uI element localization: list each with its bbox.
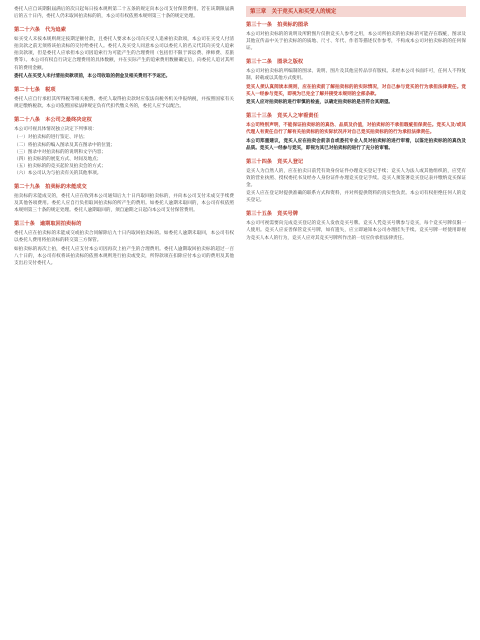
list-item: （二）将拍卖标的编入图录及其在图录中的位置；: [14, 142, 116, 148]
section-31: [246, 21, 466, 52]
section-paragraph: 本公司对拍卖标的的说明及所附图片仅供竞买人参考之用，本公司所拍卖的拍卖标的可能存在瑕疵，图录及其他宣传品中关于拍卖标的的质地、尺寸、年代、作者等描述仅作参考，不构成本公司对拍卖标的的任何保证。: [246, 32, 466, 52]
section-26: [14, 26, 234, 80]
list-item: （四）拍卖标的的展览方式、时间及地点；: [14, 156, 102, 162]
section-35: [246, 210, 466, 241]
section-paragraph: 委托人应自行承担其所得税等相关税费。委托人取得拍卖款时应依法向税务机关申报纳税，并按照国家有关规定缴纳税款。本公司依照国家法律规定负有代扣代缴义务的，委托人应予以配合。: [14, 96, 234, 110]
section-title: 第二十九条 拍卖标的未能成交: [14, 183, 87, 190]
section-title: 第二十八条 本公司之最终决定权: [14, 117, 92, 124]
section-title: 第三十一条 拍卖标的图录: [246, 22, 309, 28]
section-title: 第三十四条 竞买人登记: [246, 158, 304, 165]
right-column: [246, 6, 466, 640]
section-paragraph: 本公司对拍卖标的所编制的图录、说明、图片及其他宣传品享有版权。未经本公司书面许可，任何人不得复制、转载或以其他方式使用。: [246, 69, 466, 82]
decision-list: [14, 134, 234, 177]
list-item: （一）对拍卖标的进行鉴定、评估；: [14, 135, 88, 141]
section-title: 第三十三条 竞买人之审看责任: [246, 113, 319, 120]
section-paragraph: 拍卖标的未能成交的，委托人应在收到本公司通知后九十日内取回拍卖标的，并向本公司支付未成交手续费及其他各项费用。委托人应自行负担取回拍卖标的所产生的费用。如委托人逾期未取回的，本公司有权依照本规则第三十条的规定处理。委托人逾期取回的，须自逾期之日起向本公司支付保管费用。: [14, 193, 234, 214]
section-title: 第二十七条 税项: [14, 86, 56, 93]
left-column: [14, 6, 234, 640]
intro-paragraph: 委托人应自该期限届满后的次日起每日按本规则第二十五条的规定向本公司支付保管费用。若在该期限届满后的五十日内，委托人仍未取回拍卖标的的，本公司有权依照本规则第三十条的规定处理。: [14, 7, 234, 20]
section-paragraph-bold: 本公司郑重建议，竞买人应在拍卖会前亲自或委托专业人员对拍卖标的进行审看，以鉴定拍卖标的的真伪及品质。竞买人一经参与竞买，即视为其已对拍卖标的进行了充分的审看。: [246, 138, 466, 151]
section-paragraph: 本公司可视需要向完成竞买登记的竞买人发放竞买号牌。竞买人凭竞买号牌参与竞买，每个竞买号牌仅限一人使用。竞买人应妥善保管竞买号牌，如有遗失，应立即通知本公司办理挂失手续。竞买号牌一经使用即视为竞买人本人的行为，竞买人应对其竞买号牌所作出的一切应价承担法律责任。: [246, 221, 466, 241]
section-30: [14, 220, 234, 267]
section-paragraph: 如买受人未按本规则规定按期足额付款，且委托人要求本公司向买受人追索拍卖款项，本公司在买受人付清拍卖款之前无须将该拍卖标的交付给委托人。委托人及买受人同意本公司以委托人的名义代其向买受人追索拍卖款项，但是委托人应承担本公司因追索行为可能产生的合理费用（包括但不限于诉讼费、律师费、差旅费等）。本公司有权自行决定合理费用的具体数额，并在实际产生的追索费用数额确定后，向委托人追讨其所有的费用金额。: [14, 37, 234, 71]
section-paragraph: 竞买人为自然人的，应在拍卖日前凭有效身份证件办理竞买登记手续；竞买人为法人或其他组织的，应凭有效的营业执照、授权委托书及经办人身份证件办理竞买登记手续。竞买人须签署竞买登记表并缴纳竞买保证金。: [246, 168, 466, 188]
section-27: [14, 86, 234, 110]
section-32: [246, 58, 466, 106]
chapter-heading: 第三章 关于竞买人和买受人的规定: [246, 6, 466, 17]
section-paragraph: 委托人应在拍卖标的未能成交或拍卖合同解除后九十日内取回拍卖标的。如委托人逾期未取回，本公司有权以委托人费用将拍卖标的转交第三方保管。: [14, 231, 234, 244]
section-paragraph: 本公司可视具体情况独立决定下列事项：: [14, 127, 97, 133]
list-item: （五）拍卖标的的竞买起价及拍卖会的方式；: [14, 163, 106, 169]
list-item: （六）本公司认为与拍卖有关的其他事项。: [14, 170, 102, 176]
section-34: [246, 158, 466, 205]
section-paragraph-bold: 竞买人应对拍卖标的进行审慎的检查，以确定拍卖标的是否符合其期望。: [246, 100, 394, 106]
section-paragraph-bold: 委托人在买受人未付清拍卖款项前，本公司收取的佣金及相关费用不予返还。: [14, 73, 171, 79]
section-title: 第三十条 逾期取回拍卖标的: [14, 221, 82, 228]
section-28: [14, 116, 234, 177]
section-paragraph-emphasis: 竞买人须认真阅读本规则，应在拍卖前了解拍卖标的的实际情况，对自己参与竞买的行为承担法律责任。竞买人一经参与竞买，即视为已完全了解并接受本规则的全部条款。: [246, 84, 466, 97]
section-paragraph: 如拍卖标的再次上拍，委托人应支付本公司因再次上拍产生的合理费用。委托人逾期取回拍卖标的超过一百八十日的，本公司有权将该拍卖标的依照本规则进行拍卖或变卖，所得款项在扣除应付本公司的费用及其他支出后交付委托人。: [14, 246, 234, 266]
section-33: [246, 112, 466, 152]
section-paragraph-emphasis: 本公司特别声明，不能保证拍卖标的的真伪、品质及价值，对拍卖标的不承担瑕疵担保责任。竞买人及/或其代理人有责任自行了解有关拍卖标的的实际状况并对自己竞买拍卖标的的行为承担法律责任。: [246, 123, 466, 136]
section-title: 第三十二条 图录之版权: [246, 59, 304, 66]
section-title: 第二十六条 代为追索: [14, 27, 66, 34]
section-paragraph: 竞买人应在登记时提供准确的联系方式和资料，并对所提供资料的真实性负责。本公司有权拒绝任何人的竞买登记。: [246, 191, 466, 204]
section-title: 第三十五条 竞买号牌: [246, 211, 298, 218]
section-29: [14, 183, 234, 214]
list-item: （三）图录中对拍卖标的的说明和文字内容；: [14, 149, 106, 155]
